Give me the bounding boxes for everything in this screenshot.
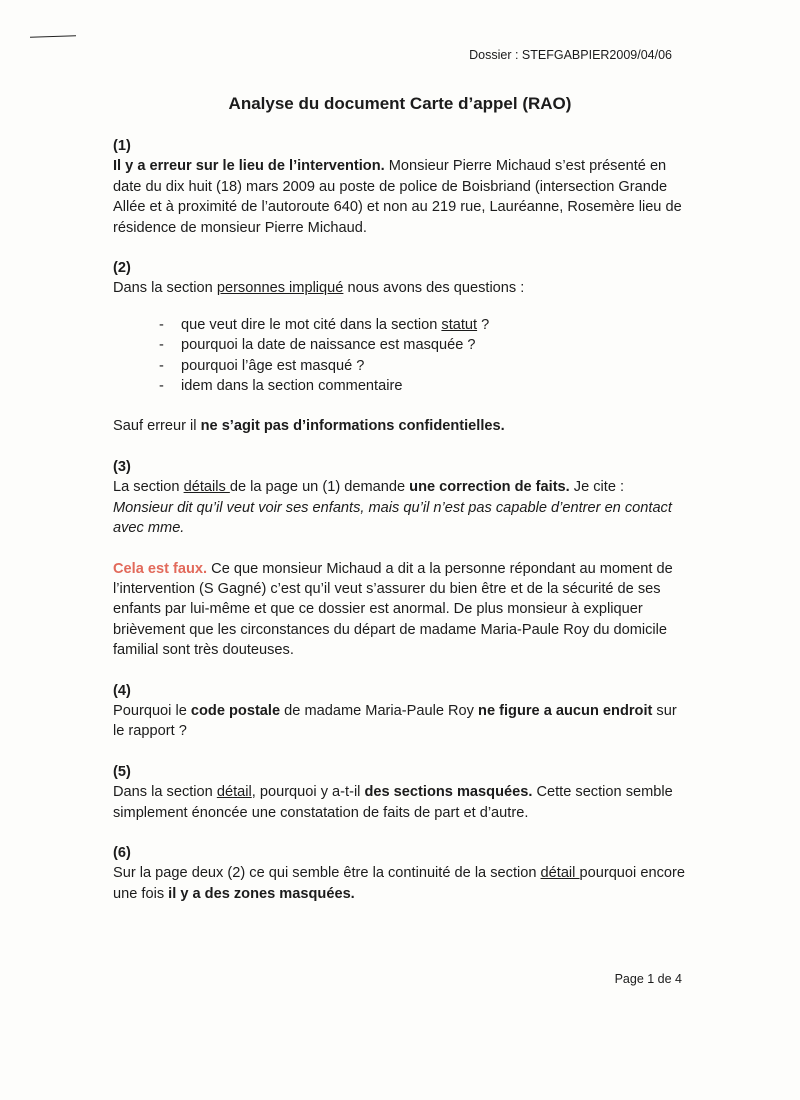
text-run: Pourquoi le (113, 702, 191, 719)
text-run: de la page un (1) demande (229, 479, 410, 496)
section-3 (113, 457, 685, 661)
section-text (113, 863, 685, 904)
dossier-reference: Dossier : STEFGABPIER2009/04/06 (469, 48, 672, 62)
section-text (113, 156, 685, 238)
bold-statement: Il y a erreur sur le lieu de l’intervention. (113, 158, 385, 175)
text-run: , pourquoi y a-t-il (251, 784, 365, 801)
quoted-text: Monsieur dit qu’il veut voir ses enfants, mais qu’il n’est pas capable d’entrer en contact avec mme. (113, 499, 672, 537)
section-6 (113, 843, 685, 904)
section-number: (1) (113, 138, 131, 154)
bold-statement: ne figure a aucun endroit (478, 702, 653, 719)
section-rebuttal (113, 559, 685, 661)
text-run: Dans la section (113, 280, 217, 297)
underlined-term: personnes impliqué (216, 280, 344, 297)
section-text (113, 477, 685, 538)
underlined-term: détail (216, 784, 252, 801)
pen-mark (30, 35, 76, 38)
text-run: Sauf erreur il (113, 418, 201, 435)
section-4 (113, 681, 685, 742)
list-item: - pourquoi l’âge est masqué ? (159, 356, 685, 376)
text-run: sur le rapport ? (113, 702, 677, 740)
highlighted-statement: Cela est faux. (113, 560, 208, 577)
text-run: de madame Maria-Paule Roy (280, 702, 479, 719)
underlined-term: statut (441, 316, 478, 333)
section-number: (4) (113, 682, 131, 699)
text-run: Monsieur Pierre Michaud s’est présenté en date du dix huit (18) mars 2009 au poste de police de Boisbriand (intersection Grande Allée et à proximité de l’autoroute 640) et non au 219 rue, Lauréanne, Rosemère lieu de résidence de monsieur Pierre Michaud. (113, 158, 682, 236)
section-number: (5) (113, 763, 131, 780)
section-text (113, 278, 685, 298)
section-1 (113, 136, 685, 238)
text-run: Cette section semble simplement énoncée une constatation de faits de part et d’autre. (113, 784, 673, 821)
section-2 (113, 258, 685, 437)
text-run: La section (113, 479, 184, 496)
section-number: (6) (113, 844, 131, 861)
text-run: Je cite : (569, 479, 625, 496)
list-item: - idem dans la section commentaire (159, 376, 685, 396)
bold-statement: une correction de faits. (409, 479, 570, 496)
text-run: Sur la page deux (2) ce qui semble être la continuité de la section (113, 865, 541, 882)
bold-statement: il y a des zones masquées. (168, 885, 355, 902)
bold-statement: des sections masquées. (364, 784, 533, 801)
section-number: (2) (113, 260, 131, 277)
text-run: pourquoi encore une fois (113, 865, 685, 902)
document-body (113, 136, 685, 924)
section-text (113, 701, 685, 742)
text-run: Dans la section (113, 784, 217, 801)
text-run: Ce que monsieur Michaud a dit a la personne répondant au moment de l’intervention (S Gagné) c’est qu’il veut s’assurer du bien être et de la sécurité de ses enfants par lui-même et que ce dossier est anormal. De plus monsieur à expliquer brièvement que les circonstances du départ de madame Maria-Paule Roy du domicile familial sont très douteuses. (113, 560, 673, 659)
list-item (159, 315, 685, 335)
section-conclusion (113, 416, 685, 436)
page-title: Analyse du document Carte d’appel (RAO) (228, 94, 572, 113)
question-list (113, 315, 685, 397)
text-run: nous avons des questions : (343, 280, 525, 297)
text-run: ? (477, 316, 490, 333)
section-number: (3) (113, 458, 131, 475)
bold-statement: ne s’agit pas d’informations confidentielles. (200, 418, 505, 435)
bold-statement: code postale (190, 702, 281, 719)
text-run: que veut dire le mot cité dans la section (181, 316, 442, 333)
section-5 (113, 762, 685, 823)
page-number: Page 1 de 4 (614, 972, 682, 986)
underlined-term: détail (540, 865, 580, 882)
underlined-term: détails (183, 479, 230, 496)
section-text (113, 782, 685, 823)
list-item: - pourquoi la date de naissance est masquée ? (159, 335, 685, 355)
